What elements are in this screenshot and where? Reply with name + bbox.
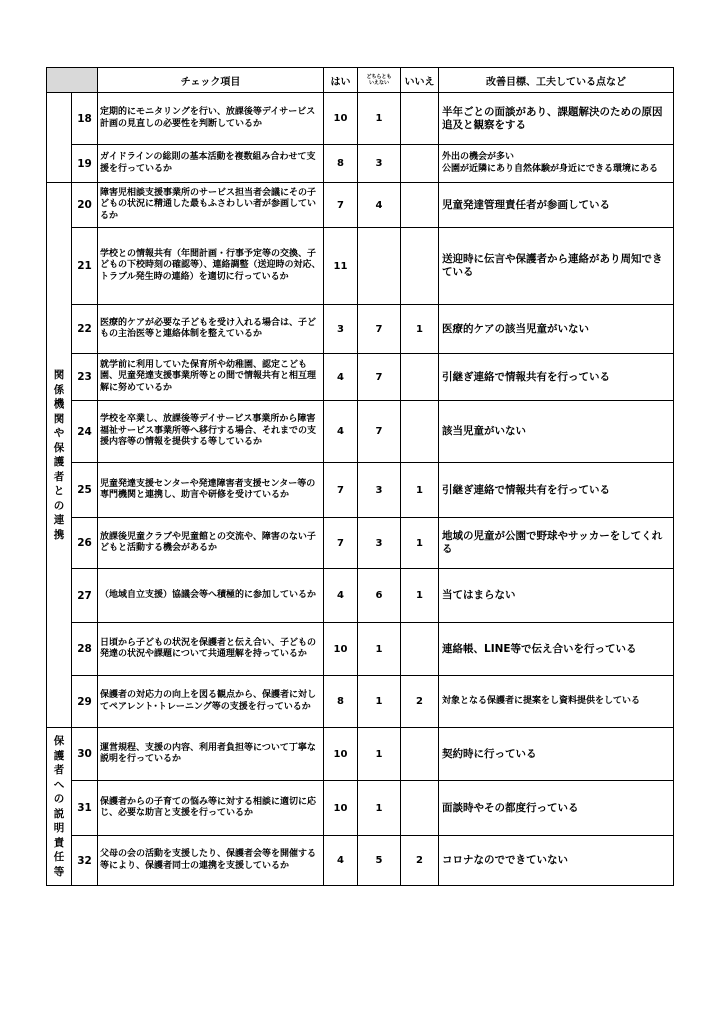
check-item: 定期的にモニタリングを行い、放課後等デイサービス計画の見直しの必要性を判断しているか [98,93,324,145]
check-item: 保護者の対応力の向上を図る観点から、保護者に対してペアレント･トレーニング等の支援を行っているか [98,676,324,728]
check-item: 学校を卒業し、放課後等デイサービス事業所から障害福祉サービス事業所等へ移行する場合、それまでの支援内容等の情報を提供する等しているか [98,401,324,463]
row-number: 22 [72,305,98,354]
table-row [47,401,674,463]
header-no: いいえ [401,68,439,93]
neither-count: 1 [358,781,401,836]
check-item: 学校との情報共有（年間計画・行事予定等の交換、子どもの下校時刻の確認等）、連絡調整（送迎時の対応、トラブル発生時の連絡）を適切に行っているか [98,228,324,305]
yes-count: 7 [324,183,358,228]
row-number: 18 [72,93,98,145]
header-improvement: 改善目標、工夫している点など [439,68,674,93]
row-number: 19 [72,145,98,183]
improvement-note: 外出の機会が多い 公園が近隣にあり自然体験が身近にできる環境にある [439,145,674,183]
improvement-note: 引継ぎ連絡で情報共有を行っている [439,463,674,518]
table-row [47,354,674,401]
improvement-note: 児童発達管理責任者が参画している [439,183,674,228]
neither-count: 7 [358,401,401,463]
no-count: 1 [401,569,439,623]
improvement-note: 半年ごとの面談があり、課題解決のための原因追及と観察をする [439,93,674,145]
neither-count: 1 [358,676,401,728]
table-row [47,463,674,518]
row-number: 20 [72,183,98,228]
improvement-note: 対象となる保護者に提案をし資料提供をしている [439,676,674,728]
table-row [47,569,674,623]
evaluation-table [46,67,674,886]
yes-count: 8 [324,145,358,183]
check-item: （地域自立支援）協議会等へ積極的に参加しているか [98,569,324,623]
table-row [47,183,674,228]
yes-count: 4 [324,401,358,463]
table-row [47,305,674,354]
row-number: 30 [72,728,98,781]
neither-count: 6 [358,569,401,623]
improvement-note: コロナなのでできていない [439,836,674,886]
yes-count: 10 [324,93,358,145]
neither-count: 3 [358,145,401,183]
row-number: 31 [72,781,98,836]
category-continuation [47,93,72,183]
no-count [401,228,439,305]
row-number: 24 [72,401,98,463]
check-item: 障害児相談支援事業所のサービス担当者会議にその子どもの状況に精通した最もふさわしい者が参画しているか [98,183,324,228]
no-count: 2 [401,676,439,728]
table-row [47,836,674,886]
yes-count: 10 [324,781,358,836]
improvement-note: 連絡帳、LINE等で伝え合いを行っている [439,623,674,676]
yes-count: 4 [324,354,358,401]
no-count: 1 [401,463,439,518]
neither-count: 7 [358,305,401,354]
yes-count: 4 [324,569,358,623]
neither-count [358,228,401,305]
header-row [47,68,674,93]
check-item: 父母の会の活動を支援したり、保護者会等を開催する等により、保護者同士の連携を支援しているか [98,836,324,886]
check-item: ガイドラインの総則の基本活動を複数組み合わせて支援を行っているか [98,145,324,183]
yes-count: 11 [324,228,358,305]
yes-count: 7 [324,463,358,518]
table-row [47,145,674,183]
neither-count: 5 [358,836,401,886]
category-relations: 関係機関や保護者との連携 [47,183,72,728]
no-count [401,623,439,676]
no-count: 2 [401,836,439,886]
neither-count: 1 [358,623,401,676]
check-item: 保護者からの子育ての悩み等に対する相談に適切に応じ、必要な助言と支援を行っているか [98,781,324,836]
no-count: 1 [401,518,439,569]
yes-count: 7 [324,518,358,569]
table-row [47,623,674,676]
yes-count: 4 [324,836,358,886]
check-item: 運営規程、支援の内容、利用者負担等について丁寧な説明を行っているか [98,728,324,781]
neither-count: 1 [358,93,401,145]
no-count [401,728,439,781]
improvement-note: 該当児童がいない [439,401,674,463]
table-row [47,228,674,305]
improvement-note: 送迎時に伝言や保護者から連絡があり周知できている [439,228,674,305]
no-count: 1 [401,305,439,354]
improvement-note: 契約時に行っている [439,728,674,781]
table-row [47,93,674,145]
row-number: 23 [72,354,98,401]
table-row [47,728,674,781]
check-item: 児童発達支援センターや発達障害者支援センター等の専門機関と連携し、助言や研修を受けているか [98,463,324,518]
category-accountability: 保護者への説明責任等 [47,728,72,886]
yes-count: 8 [324,676,358,728]
no-count [401,93,439,145]
corner-cell [47,68,98,93]
check-item: 就学前に利用していた保育所や幼稚園、認定こども園、児童発達支援事業所等との間で情報共有と相互理解に努めているか [98,354,324,401]
no-count [401,183,439,228]
row-number: 28 [72,623,98,676]
row-number: 25 [72,463,98,518]
table-row [47,781,674,836]
no-count [401,781,439,836]
check-item: 医療的ケアが必要な子どもを受け入れる場合は、子どもの主治医等と連絡体制を整えているか [98,305,324,354]
header-neither: どちらとも いえない [358,68,401,93]
improvement-note: 引継ぎ連絡で情報共有を行っている [439,354,674,401]
neither-count: 4 [358,183,401,228]
check-item: 放課後児童クラブや児童館との交流や、障害のない子どもと活動する機会があるか [98,518,324,569]
table-row [47,676,674,728]
yes-count: 10 [324,623,358,676]
yes-count: 10 [324,728,358,781]
neither-count: 3 [358,463,401,518]
improvement-note: 医療的ケアの該当児童がいない [439,305,674,354]
improvement-note: 当てはまらない [439,569,674,623]
yes-count: 3 [324,305,358,354]
row-number: 32 [72,836,98,886]
neither-count: 7 [358,354,401,401]
check-item: 日頃から子どもの状況を保護者と伝え合い、子どもの発達の状況や課題について共通理解を持っているか [98,623,324,676]
no-count [401,145,439,183]
row-number: 21 [72,228,98,305]
table-row [47,518,674,569]
neither-count: 1 [358,728,401,781]
improvement-note: 面談時やその都度行っている [439,781,674,836]
row-number: 27 [72,569,98,623]
header-item: チェック項目 [98,68,324,93]
no-count [401,354,439,401]
header-yes: はい [324,68,358,93]
row-number: 26 [72,518,98,569]
improvement-note: 地域の児童が公園で野球やサッカーをしてくれる [439,518,674,569]
no-count [401,401,439,463]
neither-count: 3 [358,518,401,569]
row-number: 29 [72,676,98,728]
